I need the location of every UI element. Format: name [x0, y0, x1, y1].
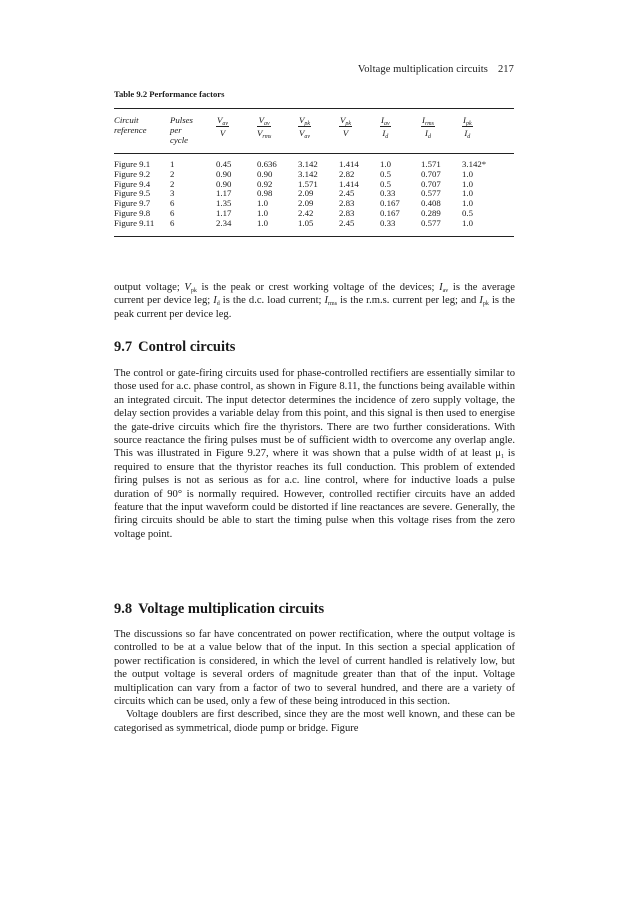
- table-row: Figure 9.11 6 2.34 1.0 1.05 2.45 0.33 0.577 1.0: [114, 217, 473, 228]
- table-bottom-rule: [114, 236, 514, 237]
- col-pulses-per-cycle: Pulses per cycle: [170, 115, 193, 145]
- table-row: Figure 9.1 1 0.45 0.636 3.142 1.414 1.0 1.571 3.142*: [114, 159, 487, 169]
- section-heading-9-8: 9.8 Voltage multiplication circuits: [114, 601, 325, 617]
- col-ipk-over-id: $\frac{I_{pk}}{I_d}$: [463, 115, 472, 140]
- section-9-8-paragraph-2: Voltage doublers are first described, since they are the most well known, and these can be categorised as symmetrical, diode pump or bridge. Figure: [114, 709, 515, 734]
- col-vav-over-v: $\frac{V_{av}}{V}$: [217, 115, 229, 138]
- running-head: [358, 64, 514, 75]
- section-9-8-body: [114, 628, 515, 735]
- table-row: Figure 9.7 6 1.35 1.0 2.09 2.83 0.167 0.408 1.0: [114, 198, 473, 209]
- col-vpk-over-v: $\frac{V_{pk}}{V}$: [340, 115, 352, 138]
- col-circuit-reference: Circuit reference: [114, 115, 147, 135]
- table-caption: Table 9.2 Performance factors: [114, 89, 225, 99]
- table-row: Figure 9.4 2 0.90 0.92 1.571 1.414 0.5 0.707 1.0: [114, 178, 473, 189]
- section-9-7-paragraph: The control or gate-firing circuits used for phase-controlled rectifiers are essentially similar to those used for a.c. phase control, as shown in Figure 8.11, the functions being available within an integrated circuit. The input detector determines the incidence of zero supply voltage, the delay section provides a variable delay from this point, and this signal is then used to energise the gate-drive circuits which fire the thyristors. There are two further considerations. With source reactance the firing pulses must be of sufficient width to overcome any overlap angle. This was illustrated in Figure 9.27, where it was shown that a pulse width of at least $\mu_1$ is required to ensure that the thyristor reaches its full conduction. This problem of extended firing pulses is not as serious as for a.c. line control, where for inductive loads a pulse duration of 90° is normally required. However, controlled rectifier circuits have an added feature that the input waveform could be distorted if line reactances are severe. Generally, the firing circuits should be able to start the timing pulse when this voltage rises from the zero voltage point.: [114, 368, 515, 540]
- col-vav-over-vrms: $\frac{V_{av}}{V_{rms}}$: [257, 115, 272, 140]
- table-row: Figure 9.5 3 1.17 0.98 2.09 2.45 0.33 0.577 1.0: [114, 188, 473, 199]
- table-notes-paragraph: output voltage; $V_{pk}$ is the peak or crest working voltage of the devices; $I_{av}$ is the average current per device leg; $I_d$ is the d.c. load current; $I_{rms}$ is the r.m.s. current per leg; and $I_{pk}$ is the peak current per device leg.: [114, 282, 516, 320]
- section-heading-9-7: 9.7 Control circuits: [114, 339, 236, 355]
- performance-table: [114, 108, 514, 237]
- col-vpk-over-vav: $\frac{V_{pk}}{V_{av}}$: [299, 115, 311, 140]
- table-header-row: [114, 109, 514, 154]
- col-irms-over-id: $\frac{I_{rms}}{I_d}$: [422, 115, 434, 140]
- table-row: Figure 9.2 2 0.90 0.90 3.142 2.82 0.5 0.707 1.0: [114, 168, 473, 179]
- col-iav-over-id: $\frac{I_{av}}{I_d}$: [381, 115, 390, 140]
- section-9-8-paragraph-1: The discussions so far have concentrated on power rectification, where the output voltage is controlled to be at a value below that of the input. In this section a special application of power rectification is considered, in which the level of current handled is relatively low, but the output voltage is several orders of magnitude greater than that of the input. Voltage multiplication can vary from a factor of two to several hundred, and there are a variety of circuits which can be used, only a few of these being introduced in this section.: [114, 629, 515, 708]
- page-number: 217: [497, 64, 514, 75]
- running-title: Voltage multiplication circuits: [357, 64, 488, 75]
- table-row: Figure 9.8 6 1.17 1.0 2.42 2.83 0.167 0.289 0.5: [114, 207, 473, 218]
